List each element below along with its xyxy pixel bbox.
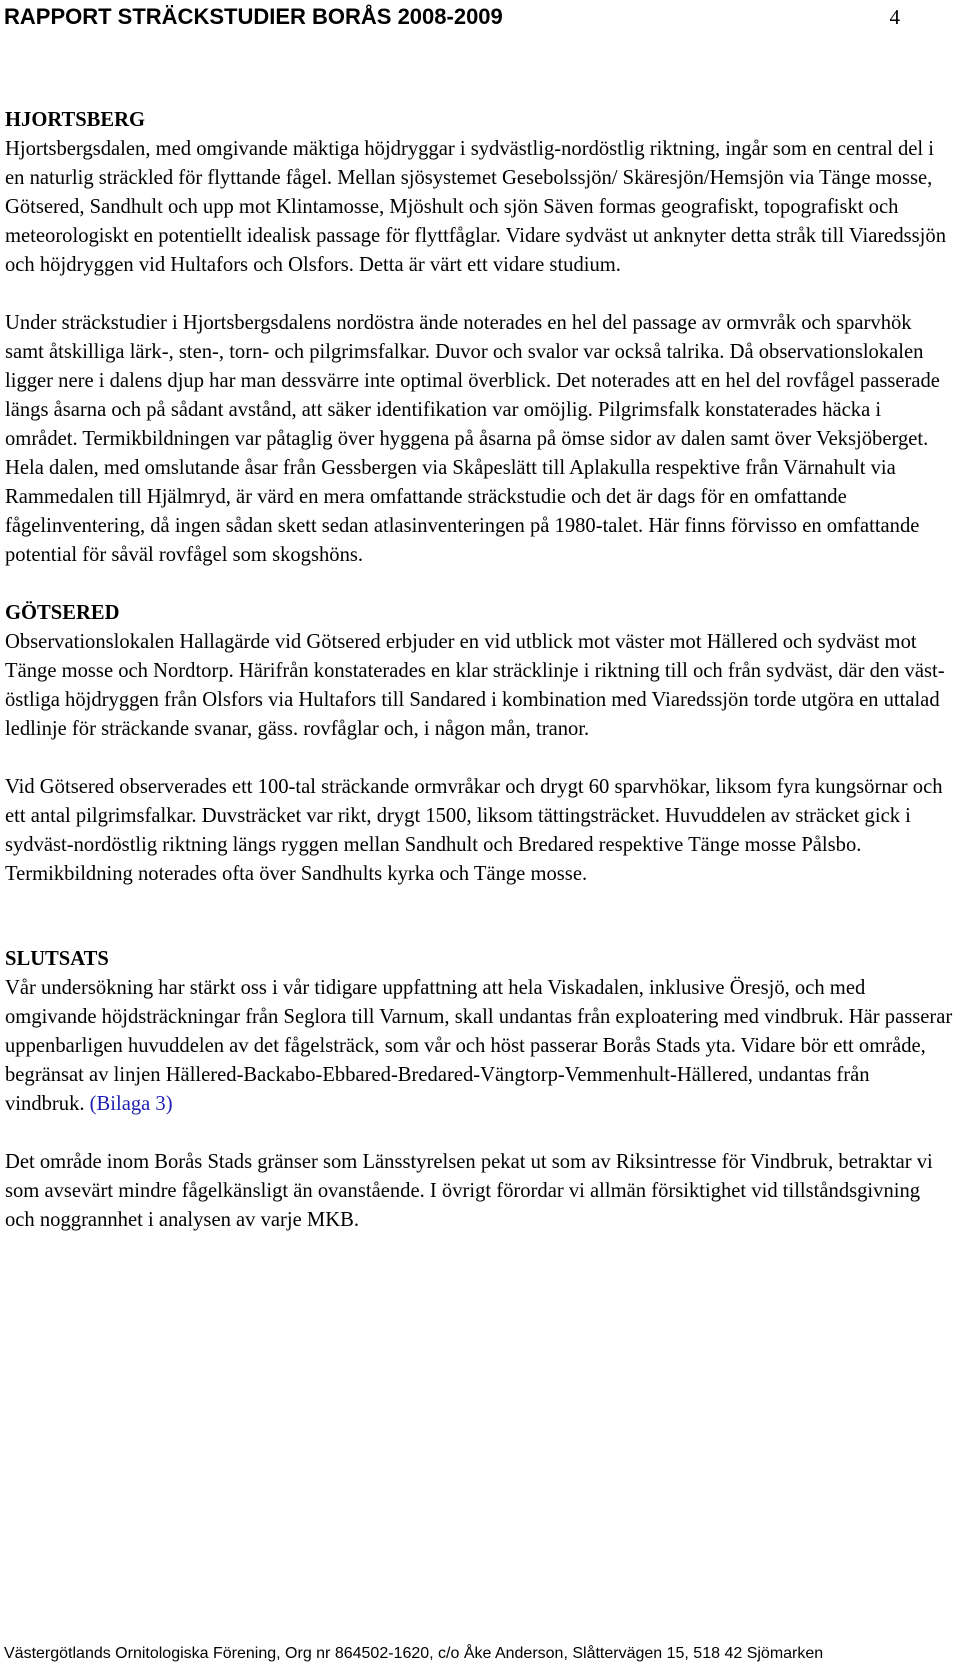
hjortsberg-paragraph-1: Hjortsbergsdalen, med omgivande mäktiga höjdryggar i sydvästlig-nordöstlig riktning, ingår som en central del i en naturlig sträckled för flyttande fågel. Mellan sjösystemet Gesebolssjön/ Skäresjön/Hemsjön via Tänge mosse, Götsered, Sandhult och upp mot Klintamosse, Mjöshult och sjön Säven formas geografiskt, topografiskt och meteorologiskt en potentiellt idealisk passage för flyttfåglar. Vidare sydväst ut anknyter detta stråk till Viaredssjön och höjdryggen vid Hultafors och Olsfors. Detta är värt ett vidare studium. xyxy=(5,138,946,276)
section-heading-gotsered: GÖTSERED xyxy=(5,602,120,624)
hjortsberg-paragraph-3: Hela dalen, med omslutande åsar från Gessbergen via Skåpeslätt till Aplakulla respektive från Värnahult via Rammedalen till Hjälmryd, är värd en mera omfattande sträckstudie och det är dags för en omfattande fågelinventering, då ingen sådan skett sedan atlasinventeringen på 1980-talet. Här finns förvisso en omfattande potential för såväl rovfågel som skogshöns. xyxy=(5,457,920,566)
slutsats-paragraph-1-text: Vår undersökning har stärkt oss i vår tidigare uppfattning att hela Viskadalen, inklusive Öresjö, och med omgivande höjdsträckningar från Seglora till Varnum, skall undantas från exploatering med vindbruk. Här passerar uppenbarligen huvuddelen av det fågelsträck, som vår och höst passerar Borås Stads yta. Vidare bör ett område, begränsat av linjen Hällered-Backabo-Ebbared-Bredared-Vängtorp-Vemmenhult-Hällered, undantas från vindbruk. xyxy=(5,977,953,1115)
section-hjortsberg xyxy=(5,106,953,570)
section-heading-hjortsberg: HJORTSBERG xyxy=(5,109,146,131)
document-body xyxy=(5,106,953,1235)
page-footer: Västergötlands Ornitologiska Förening, Org nr 864502-1620, c/o Åke Anderson, Slåttervägen 15, 518 42 Sjömarken xyxy=(4,1645,824,1662)
slutsats-paragraph-1 xyxy=(5,974,953,1119)
bilaga-3-link[interactable]: (Bilaga 3) xyxy=(89,1093,173,1115)
section-gotsered xyxy=(5,599,953,889)
section-heading-slutsats: SLUTSATS xyxy=(5,948,109,970)
hjortsberg-paragraph-2: Under sträckstudier i Hjortsbergsdalens nordöstra ände noterades en hel del passage av ormvråk och sparvhök samt åtskilliga lärk-, sten-, torn- och pilgrimsfalkar. Duvor och svalor var också talrika. Då observationslokalen ligger nere i dalens djup har man dessvärre inte optimal överblick. Det noterades att en hel del rovfågel passerade längs åsarna och på sådant avstånd, att säker identifikation var omöjlig. Pilgrimsfalk konstaterades häcka i området. Termikbildningen var påtaglig över hyggena på åsarna på ömse sidor av dalen samt över Veksjöberget. xyxy=(5,312,940,450)
section-slutsats xyxy=(5,945,953,1235)
report-title: RAPPORT STRÄCKSTUDIER BORÅS 2008-2009 xyxy=(4,4,503,29)
page-header xyxy=(4,2,900,32)
gotsered-paragraph-1: Observationslokalen Hallagärde vid Götsered erbjuder en vid utblick mot väster mot Hällered och sydväst mot Tänge mosse och Nordtorp. Härifrån konstaterades en klar sträcklinje i riktning till och från sydväst, där den väst-östliga höjdryggen från Olsfors via Hultafors till Sandared i kombination med Viaredssjön torde utgöra en uttalad ledlinje för sträckande svanar, gäss. rovfåglar och, i någon mån, tranor. xyxy=(5,631,945,740)
page-number: 4 xyxy=(889,5,900,29)
slutsats-paragraph-2: Det område inom Borås Stads gränser som Länsstyrelsen pekat ut som av Riksintresse för Vindbruk, betraktar vi som avsevärt mindre fågelkänsligt än ovanstående. I övrigt förordar vi allmän försiktighet vid tillståndsgivning och noggrannhet i analysen av varje MKB. xyxy=(5,1151,933,1231)
gotsered-paragraph-2: Vid Götsered observerades ett 100-tal sträckande ormvråkar och drygt 60 sparvhökar, liksom fyra kungsörnar och ett antal pilgrimsfalkar. Duvsträcket var rikt, drygt 1500, liksom tättingsträcket. Huvuddelen av sträcket gick i sydväst-nordöstlig riktning längs ryggen mellan Sandhult och Bredared respektive Tänge mosse Pålsbo. Termikbildning noterades ofta över Sandhults kyrka och Tänge mosse. xyxy=(5,776,943,885)
